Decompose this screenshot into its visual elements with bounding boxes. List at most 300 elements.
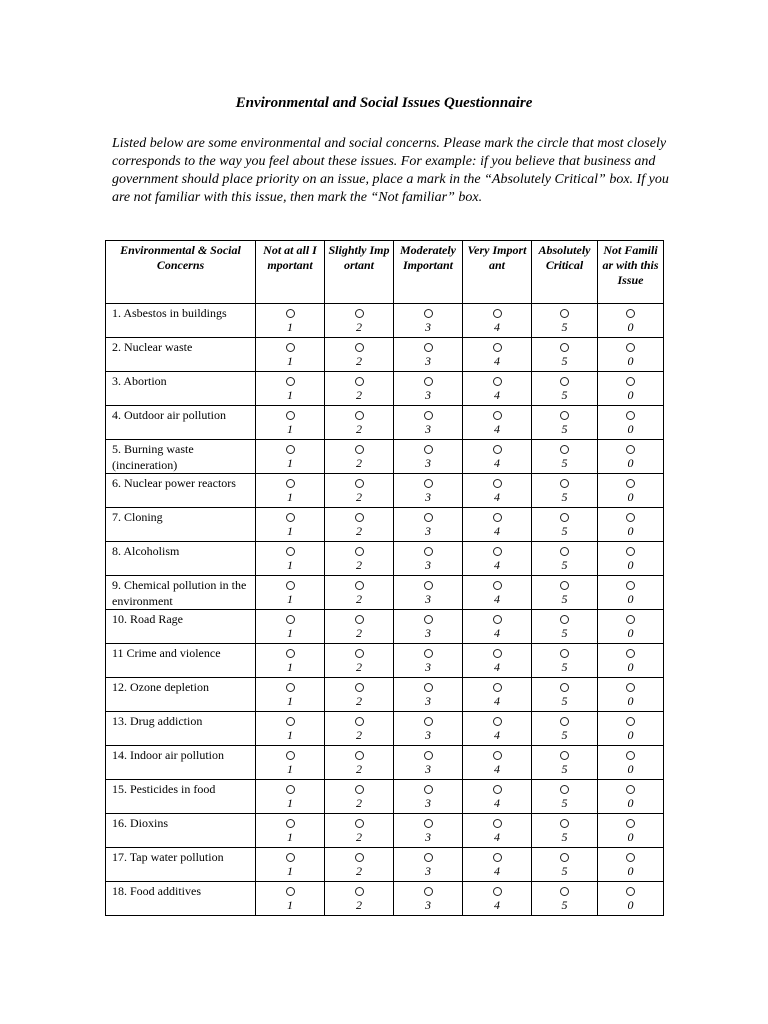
option-value: 2 [356, 762, 362, 776]
option-cell-absolutely-critical [532, 304, 598, 338]
option-cell-moderately-important [394, 746, 463, 780]
radio-circle-icon[interactable] [355, 649, 364, 658]
issue-label: 14. Indoor air pollution [106, 746, 256, 780]
option-cell-very-important [463, 644, 532, 678]
option-cell-moderately-important [394, 474, 463, 508]
option-value: 5 [561, 490, 568, 504]
radio-circle-icon[interactable] [355, 853, 364, 862]
option-cell-very-important [463, 338, 532, 372]
issue-label: 10. Road Rage [106, 610, 256, 644]
option-value: 1 [287, 660, 293, 674]
option-cell-very-important [463, 882, 532, 916]
option-value: 2 [356, 728, 362, 742]
option-cell-not-at-all-important [256, 882, 325, 916]
issue-label: 7. Cloning [106, 508, 256, 542]
option-value: 2 [356, 320, 362, 334]
option-value: 2 [356, 388, 362, 402]
option-cell-not-familiar [598, 304, 664, 338]
option-cell-very-important [463, 576, 532, 610]
radio-circle-icon[interactable] [626, 547, 635, 556]
radio-circle-icon[interactable] [493, 853, 502, 862]
radio-circle-icon[interactable] [424, 683, 433, 692]
option-value: 3 [425, 524, 431, 538]
radio-circle-icon[interactable] [424, 819, 433, 828]
radio-circle-icon[interactable] [560, 513, 569, 522]
option-value: 0 [627, 592, 634, 606]
radio-circle-icon[interactable] [560, 853, 569, 862]
option-value: 3 [425, 456, 431, 470]
option-value: 4 [494, 728, 500, 742]
option-cell-very-important [463, 474, 532, 508]
page-title: Environmental and Social Issues Questionnaire [235, 95, 533, 111]
option-cell-absolutely-critical [532, 372, 598, 406]
radio-circle-icon[interactable] [560, 819, 569, 828]
option-value: 2 [356, 422, 362, 436]
option-value: 0 [627, 796, 634, 810]
radio-circle-icon[interactable] [355, 751, 364, 760]
option-cell-not-familiar [598, 644, 664, 678]
option-cell-absolutely-critical [532, 882, 598, 916]
option-cell-not-familiar [598, 474, 664, 508]
option-value: 2 [356, 490, 362, 504]
option-value: 5 [561, 660, 568, 674]
option-cell-not-at-all-important [256, 406, 325, 440]
radio-circle-icon[interactable] [626, 785, 635, 794]
radio-circle-icon[interactable] [493, 819, 502, 828]
issue-label: 15. Pesticides in food [106, 780, 256, 814]
option-value: 1 [287, 490, 293, 504]
table-row [106, 304, 664, 338]
option-value: 4 [494, 762, 500, 776]
option-value: 3 [425, 728, 431, 742]
option-cell-moderately-important [394, 338, 463, 372]
option-value: 1 [287, 524, 293, 538]
radio-circle-icon[interactable] [424, 309, 433, 318]
option-cell-not-at-all-important [256, 474, 325, 508]
option-cell-slightly-important [325, 338, 394, 372]
option-value: 0 [627, 660, 634, 674]
header-absolutely-critical: Absolutely Critical [532, 241, 598, 304]
option-value: 3 [425, 422, 431, 436]
option-value: 4 [494, 320, 500, 334]
option-value: 5 [561, 830, 568, 844]
option-value: 2 [356, 626, 362, 640]
option-value: 1 [287, 796, 293, 810]
table-row [106, 780, 664, 814]
radio-circle-icon[interactable] [286, 717, 295, 726]
radio-circle-icon[interactable] [493, 479, 502, 488]
option-cell-not-at-all-important [256, 780, 325, 814]
option-value: 2 [356, 456, 362, 470]
radio-circle-icon[interactable] [626, 513, 635, 522]
radio-circle-icon[interactable] [560, 615, 569, 624]
radio-circle-icon[interactable] [493, 615, 502, 624]
radio-circle-icon[interactable] [493, 343, 502, 352]
radio-circle-icon[interactable] [560, 649, 569, 658]
option-cell-absolutely-critical [532, 406, 598, 440]
radio-circle-icon[interactable] [286, 377, 295, 386]
option-value: 5 [561, 864, 568, 878]
option-value: 1 [287, 558, 293, 572]
table-row [106, 406, 664, 440]
option-value: 3 [425, 694, 431, 708]
option-value: 0 [627, 898, 634, 912]
option-cell-absolutely-critical [532, 746, 598, 780]
radio-circle-icon[interactable] [355, 479, 364, 488]
radio-circle-icon[interactable] [626, 853, 635, 862]
radio-circle-icon[interactable] [286, 683, 295, 692]
option-cell-slightly-important [325, 882, 394, 916]
header-not-familiar: Not Familiar with this Issue [598, 241, 664, 304]
radio-circle-icon[interactable] [286, 581, 295, 590]
radio-circle-icon[interactable] [626, 615, 635, 624]
radio-circle-icon[interactable] [286, 615, 295, 624]
option-cell-not-familiar [598, 678, 664, 712]
option-cell-not-familiar [598, 746, 664, 780]
option-value: 1 [287, 830, 293, 844]
table-row [106, 440, 664, 474]
header-moderately-important: Moderately Important [394, 241, 463, 304]
radio-circle-icon[interactable] [355, 513, 364, 522]
option-value: 3 [425, 320, 431, 334]
option-value: 1 [287, 320, 293, 334]
radio-circle-icon[interactable] [355, 309, 364, 318]
table-row [106, 848, 664, 882]
option-cell-not-familiar [598, 848, 664, 882]
option-cell-not-at-all-important [256, 678, 325, 712]
option-value: 3 [425, 558, 431, 572]
option-cell-slightly-important [325, 576, 394, 610]
radio-circle-icon[interactable] [626, 377, 635, 386]
option-value: 4 [494, 796, 500, 810]
option-value: 4 [494, 626, 500, 640]
option-value: 0 [627, 524, 634, 538]
issue-label: 11 Crime and violence [106, 644, 256, 678]
option-value: 3 [425, 354, 431, 368]
option-value: 2 [356, 660, 362, 674]
radio-circle-icon[interactable] [493, 445, 502, 454]
radio-circle-icon[interactable] [626, 411, 635, 420]
radio-circle-icon[interactable] [424, 649, 433, 658]
option-value: 1 [287, 592, 293, 606]
radio-circle-icon[interactable] [493, 547, 502, 556]
option-value: 4 [494, 660, 500, 674]
radio-circle-icon[interactable] [424, 445, 433, 454]
option-cell-moderately-important [394, 848, 463, 882]
option-cell-very-important [463, 712, 532, 746]
radio-circle-icon[interactable] [626, 887, 635, 896]
option-cell-not-at-all-important [256, 338, 325, 372]
radio-circle-icon[interactable] [286, 479, 295, 488]
radio-circle-icon[interactable] [626, 683, 635, 692]
radio-circle-icon[interactable] [286, 785, 295, 794]
option-cell-very-important [463, 406, 532, 440]
radio-circle-icon[interactable] [424, 785, 433, 794]
option-value: 1 [287, 456, 293, 470]
radio-circle-icon[interactable] [424, 377, 433, 386]
option-cell-absolutely-critical [532, 610, 598, 644]
radio-circle-icon[interactable] [286, 411, 295, 420]
radio-circle-icon[interactable] [493, 309, 502, 318]
radio-circle-icon[interactable] [560, 479, 569, 488]
option-cell-slightly-important [325, 610, 394, 644]
option-value: 4 [494, 694, 500, 708]
radio-circle-icon[interactable] [355, 581, 364, 590]
option-cell-absolutely-critical [532, 644, 598, 678]
table-row [106, 372, 664, 406]
option-cell-slightly-important [325, 440, 394, 474]
option-value: 1 [287, 898, 293, 912]
option-value: 4 [494, 830, 500, 844]
table-row [106, 576, 664, 610]
option-value: 0 [627, 694, 634, 708]
option-cell-absolutely-critical [532, 780, 598, 814]
radio-circle-icon[interactable] [286, 649, 295, 658]
radio-circle-icon[interactable] [626, 649, 635, 658]
option-cell-not-familiar [598, 542, 664, 576]
option-value: 0 [627, 422, 634, 436]
radio-circle-icon[interactable] [424, 411, 433, 420]
radio-circle-icon[interactable] [493, 683, 502, 692]
radio-circle-icon[interactable] [424, 717, 433, 726]
radio-circle-icon[interactable] [424, 547, 433, 556]
option-cell-slightly-important [325, 372, 394, 406]
radio-circle-icon[interactable] [560, 411, 569, 420]
radio-circle-icon[interactable] [355, 547, 364, 556]
option-value: 4 [494, 898, 500, 912]
option-value: 2 [356, 592, 362, 606]
option-cell-not-familiar [598, 440, 664, 474]
option-value: 0 [627, 558, 634, 572]
questionnaire-table [105, 240, 664, 916]
radio-circle-icon[interactable] [424, 513, 433, 522]
option-cell-not-familiar [598, 338, 664, 372]
option-cell-not-at-all-important [256, 372, 325, 406]
option-cell-moderately-important [394, 440, 463, 474]
option-value: 3 [425, 762, 431, 776]
option-value: 3 [425, 490, 431, 504]
header-row [106, 241, 664, 304]
issue-label: 5. Burning waste (incineration) [106, 440, 256, 474]
radio-circle-icon[interactable] [626, 309, 635, 318]
radio-circle-icon[interactable] [493, 513, 502, 522]
option-value: 5 [561, 898, 568, 912]
option-value: 3 [425, 660, 431, 674]
radio-circle-icon[interactable] [560, 751, 569, 760]
radio-circle-icon[interactable] [286, 309, 295, 318]
option-value: 2 [356, 898, 362, 912]
option-cell-very-important [463, 440, 532, 474]
radio-circle-icon[interactable] [560, 785, 569, 794]
radio-circle-icon[interactable] [493, 649, 502, 658]
radio-circle-icon[interactable] [626, 343, 635, 352]
option-cell-not-familiar [598, 780, 664, 814]
radio-circle-icon[interactable] [424, 751, 433, 760]
option-cell-slightly-important [325, 474, 394, 508]
radio-circle-icon[interactable] [424, 615, 433, 624]
table-row [106, 746, 664, 780]
option-cell-slightly-important [325, 746, 394, 780]
table-row [106, 678, 664, 712]
radio-circle-icon[interactable] [355, 411, 364, 420]
radio-circle-icon[interactable] [493, 411, 502, 420]
radio-circle-icon[interactable] [493, 785, 502, 794]
radio-circle-icon[interactable] [286, 751, 295, 760]
header-slightly-important: Slightly Important [325, 241, 394, 304]
radio-circle-icon[interactable] [560, 547, 569, 556]
option-value: 5 [561, 558, 568, 572]
option-value: 4 [494, 456, 500, 470]
option-value: 5 [561, 626, 568, 640]
option-cell-very-important [463, 304, 532, 338]
option-value: 3 [425, 592, 431, 606]
radio-circle-icon[interactable] [493, 581, 502, 590]
option-cell-slightly-important [325, 508, 394, 542]
radio-circle-icon[interactable] [560, 683, 569, 692]
issue-label: 16. Dioxins [106, 814, 256, 848]
radio-circle-icon[interactable] [355, 717, 364, 726]
radio-circle-icon[interactable] [626, 751, 635, 760]
radio-circle-icon[interactable] [626, 479, 635, 488]
radio-circle-icon[interactable] [560, 343, 569, 352]
option-value: 0 [627, 456, 634, 470]
radio-circle-icon[interactable] [493, 751, 502, 760]
option-cell-moderately-important [394, 882, 463, 916]
radio-circle-icon[interactable] [355, 683, 364, 692]
option-value: 5 [561, 456, 568, 470]
issue-label: 9. Chemical pollution in the environment [106, 576, 256, 610]
radio-circle-icon[interactable] [286, 887, 295, 896]
option-value: 4 [494, 592, 500, 606]
issue-label: 2. Nuclear waste [106, 338, 256, 372]
radio-circle-icon[interactable] [286, 445, 295, 454]
radio-circle-icon[interactable] [286, 343, 295, 352]
option-value: 0 [627, 762, 634, 776]
option-cell-very-important [463, 848, 532, 882]
option-cell-not-familiar [598, 712, 664, 746]
radio-circle-icon[interactable] [424, 887, 433, 896]
option-cell-not-at-all-important [256, 542, 325, 576]
option-cell-not-at-all-important [256, 508, 325, 542]
radio-circle-icon[interactable] [286, 819, 295, 828]
option-value: 2 [356, 694, 362, 708]
radio-circle-icon[interactable] [424, 853, 433, 862]
option-cell-not-familiar [598, 406, 664, 440]
radio-circle-icon[interactable] [626, 445, 635, 454]
option-cell-moderately-important [394, 542, 463, 576]
option-cell-absolutely-critical [532, 542, 598, 576]
radio-circle-icon[interactable] [560, 445, 569, 454]
option-cell-moderately-important [394, 610, 463, 644]
option-cell-moderately-important [394, 576, 463, 610]
option-cell-slightly-important [325, 712, 394, 746]
option-cell-moderately-important [394, 304, 463, 338]
table-row [106, 644, 664, 678]
option-cell-not-familiar [598, 882, 664, 916]
option-cell-absolutely-critical [532, 814, 598, 848]
radio-circle-icon[interactable] [560, 309, 569, 318]
table-row [106, 338, 664, 372]
radio-circle-icon[interactable] [626, 581, 635, 590]
option-cell-moderately-important [394, 712, 463, 746]
radio-circle-icon[interactable] [355, 377, 364, 386]
option-value: 3 [425, 388, 431, 402]
option-value: 5 [561, 422, 568, 436]
radio-circle-icon[interactable] [355, 445, 364, 454]
option-cell-absolutely-critical [532, 338, 598, 372]
radio-circle-icon[interactable] [560, 377, 569, 386]
option-value: 2 [356, 354, 362, 368]
radio-circle-icon[interactable] [355, 615, 364, 624]
option-value: 4 [494, 354, 500, 368]
radio-circle-icon[interactable] [286, 513, 295, 522]
option-cell-not-familiar [598, 576, 664, 610]
option-cell-very-important [463, 372, 532, 406]
radio-circle-icon[interactable] [355, 819, 364, 828]
radio-circle-icon[interactable] [560, 581, 569, 590]
issue-label: 8. Alcoholism [106, 542, 256, 576]
radio-circle-icon[interactable] [626, 717, 635, 726]
header-not-at-all-important: Not at all Important [256, 241, 325, 304]
option-value: 5 [561, 762, 568, 776]
radio-circle-icon[interactable] [286, 853, 295, 862]
option-value: 1 [287, 864, 293, 878]
radio-circle-icon[interactable] [424, 581, 433, 590]
radio-circle-icon[interactable] [493, 887, 502, 896]
option-value: 5 [561, 320, 568, 334]
option-cell-absolutely-critical [532, 440, 598, 474]
option-cell-very-important [463, 814, 532, 848]
radio-circle-icon[interactable] [424, 343, 433, 352]
option-cell-slightly-important [325, 542, 394, 576]
option-value: 4 [494, 422, 500, 436]
radio-circle-icon[interactable] [560, 887, 569, 896]
radio-circle-icon[interactable] [424, 479, 433, 488]
option-cell-moderately-important [394, 814, 463, 848]
option-cell-absolutely-critical [532, 474, 598, 508]
option-value: 0 [627, 490, 634, 504]
option-value: 5 [561, 524, 568, 538]
option-value: 4 [494, 558, 500, 572]
option-cell-slightly-important [325, 780, 394, 814]
option-cell-slightly-important [325, 678, 394, 712]
option-value: 4 [494, 490, 500, 504]
option-cell-slightly-important [325, 304, 394, 338]
option-value: 2 [356, 524, 362, 538]
option-cell-very-important [463, 780, 532, 814]
radio-circle-icon[interactable] [560, 717, 569, 726]
radio-circle-icon[interactable] [355, 785, 364, 794]
radio-circle-icon[interactable] [355, 887, 364, 896]
option-cell-not-at-all-important [256, 576, 325, 610]
radio-circle-icon[interactable] [493, 377, 502, 386]
option-cell-very-important [463, 746, 532, 780]
radio-circle-icon[interactable] [355, 343, 364, 352]
table-row [106, 508, 664, 542]
option-cell-not-at-all-important [256, 814, 325, 848]
radio-circle-icon[interactable] [626, 819, 635, 828]
option-cell-slightly-important [325, 406, 394, 440]
option-cell-absolutely-critical [532, 678, 598, 712]
radio-circle-icon[interactable] [286, 547, 295, 556]
option-value: 0 [627, 626, 634, 640]
option-value: 0 [627, 354, 634, 368]
radio-circle-icon[interactable] [493, 717, 502, 726]
option-cell-very-important [463, 508, 532, 542]
option-value: 4 [494, 864, 500, 878]
option-cell-slightly-important [325, 644, 394, 678]
option-value: 5 [561, 388, 568, 402]
